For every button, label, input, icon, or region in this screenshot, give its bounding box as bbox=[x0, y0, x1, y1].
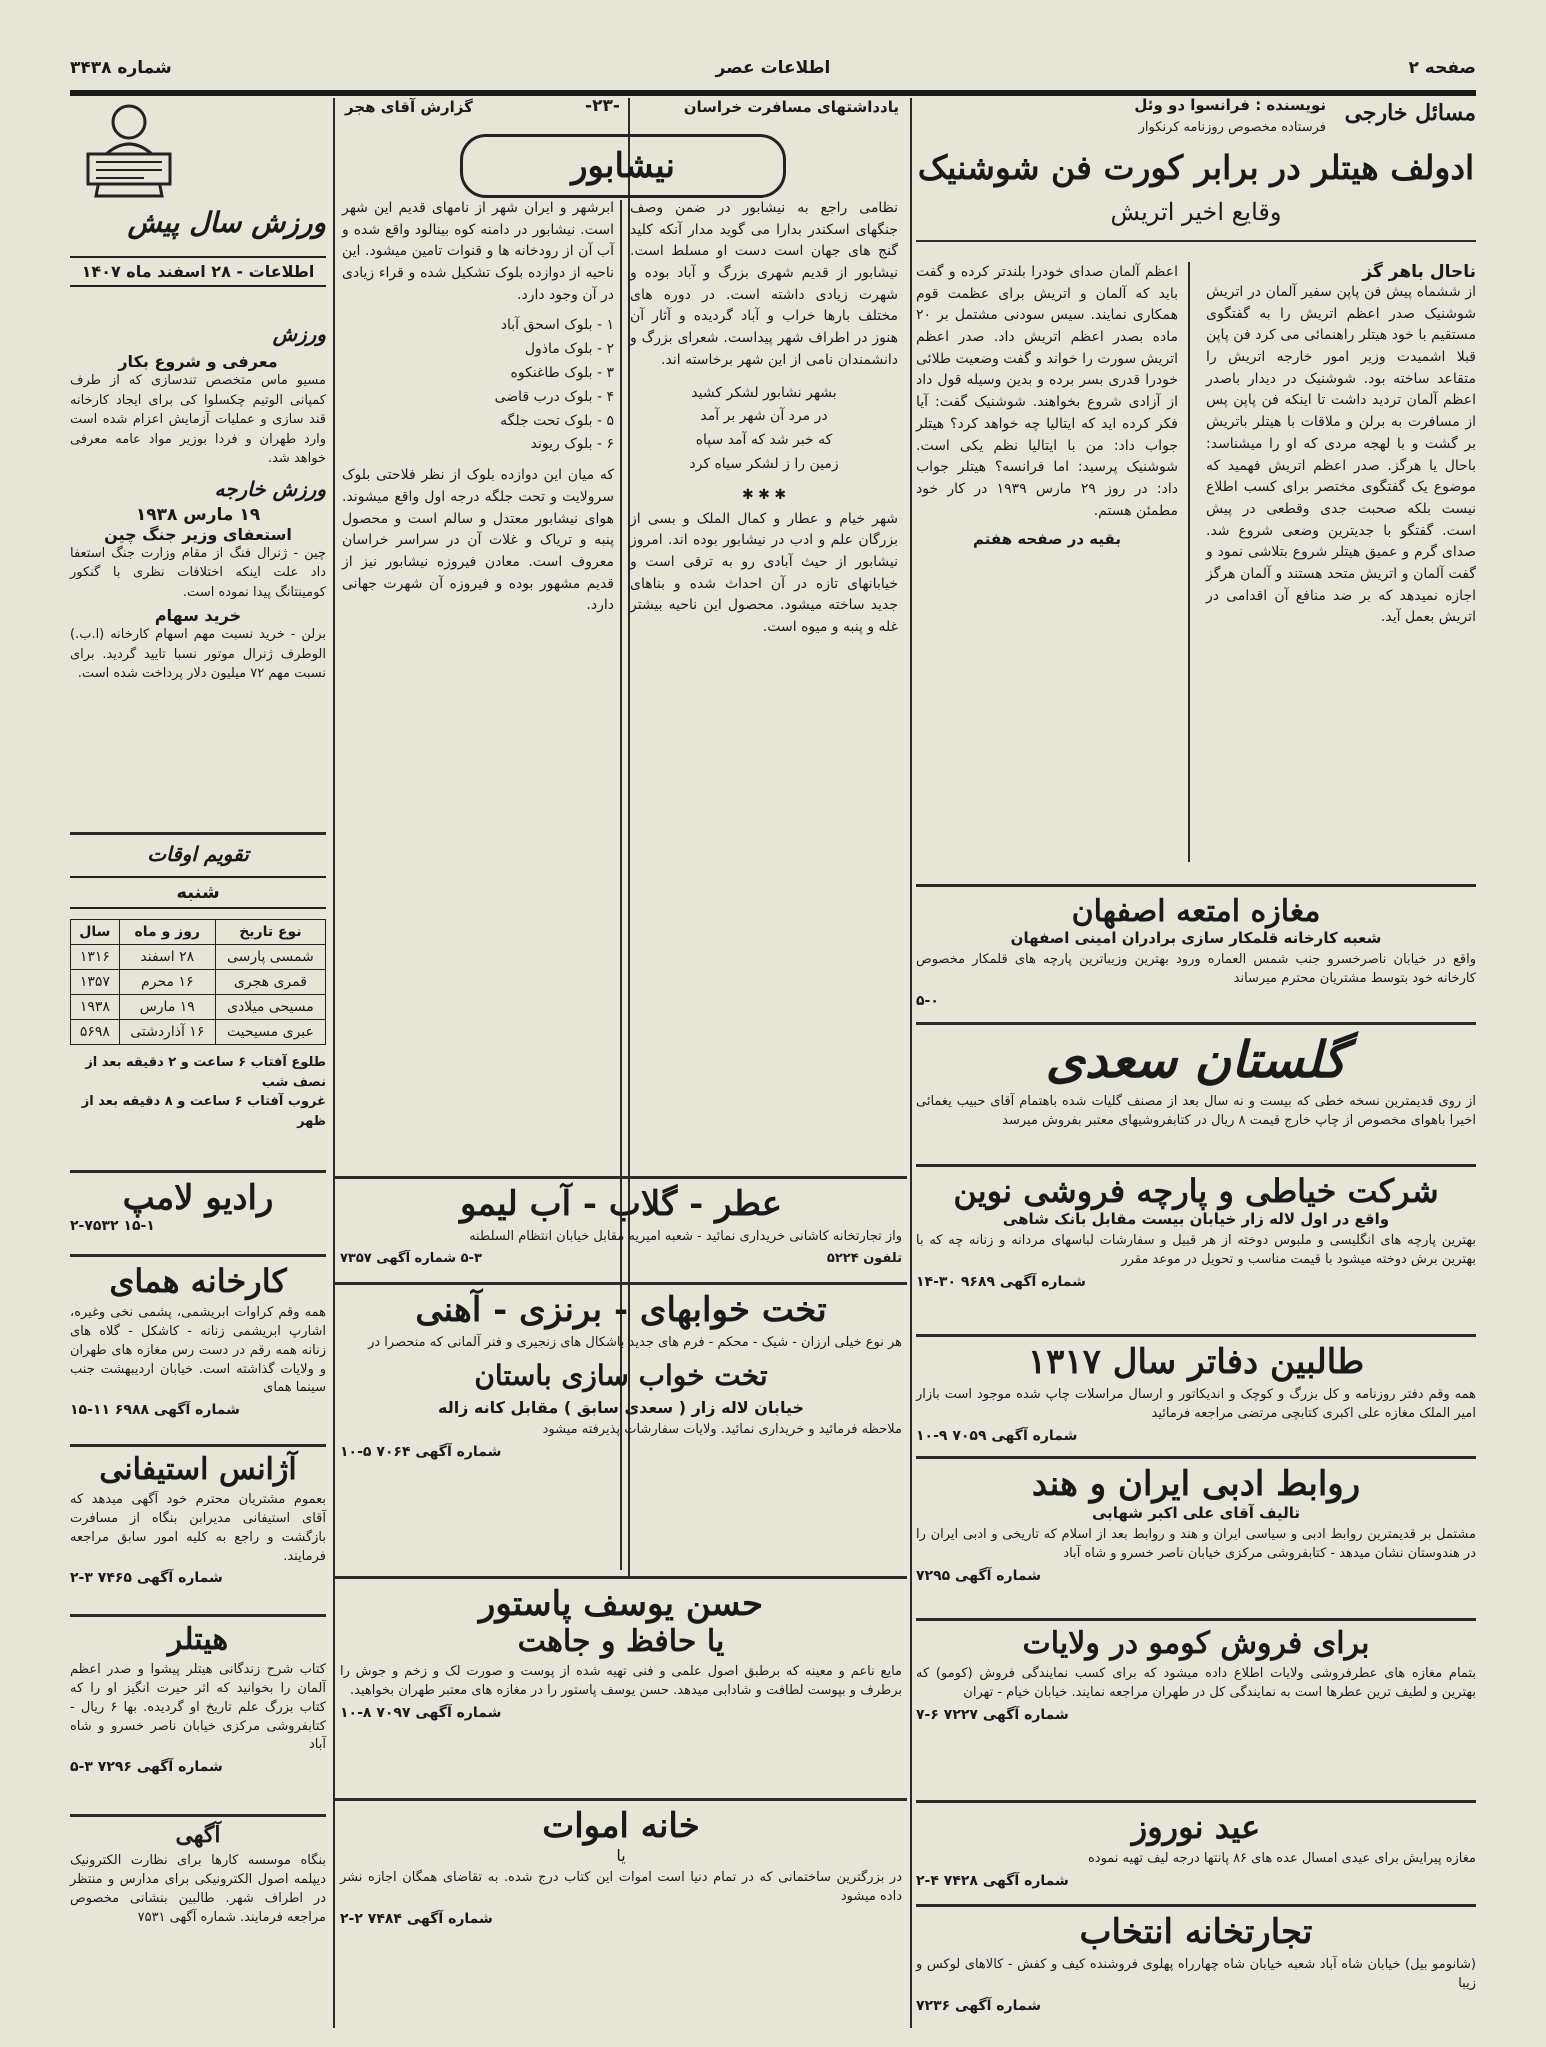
divider bbox=[70, 1814, 326, 1817]
list-item: ۲ - بلوک ماذول bbox=[524, 341, 614, 358]
ad-text: بتمام مغازه های عطرفروشی ولایات اطلاع داده میشود که برای کسب نمایندگی فروش (کومو) که بهترین و لطیف ترین عطرها است به نمایندگی کل در طهران مراجعه نمایند. خیابان خیام - تهران bbox=[916, 1666, 1476, 1700]
divider bbox=[916, 884, 1476, 887]
reader-illustration-icon bbox=[74, 96, 184, 200]
table-cell: قمری هجری bbox=[215, 970, 325, 995]
divider bbox=[1188, 262, 1190, 862]
ad-title: تجارتخانه انتخاب bbox=[1079, 1912, 1313, 1952]
ad-isfahan bbox=[916, 894, 1476, 1018]
subheadline: وقایع اخیر اتریش bbox=[1110, 198, 1282, 226]
table-header: نوع تاریخ bbox=[215, 920, 325, 945]
ad-nums: ۷-۶ شماره آگهی ۷۲۲۷ bbox=[916, 1706, 1069, 1723]
poem-line: زمین را ز لشکر سیاه کرد bbox=[689, 455, 839, 472]
ad-title: آژانس استیفانی bbox=[99, 1452, 297, 1487]
ad-title: شرکت خیاطی و پارچه فروشی نوین bbox=[953, 1172, 1439, 1210]
article-text: ابرشهر و ایران شهر از نامهای قدیم این شهر است. نیشابور در دامنه کوه بینالود واقع شده و آب آن از رودخانه ها و قنوات تامین میشود. این ناحیه از دوازده بلوک تشکیل شده و قراء زیادی در آن وجود دارد. bbox=[342, 200, 614, 303]
ad-nums: ۱۵-۱۱ شماره آگهی ۶۹۸۸ bbox=[70, 1402, 240, 1419]
ad-title: هیتلر bbox=[167, 1622, 229, 1657]
divider bbox=[70, 832, 326, 835]
ad-nowruz bbox=[916, 1808, 1476, 1900]
divider bbox=[333, 98, 335, 2028]
neyshabur-title: نیشابور bbox=[571, 146, 675, 186]
ad-radio bbox=[70, 1178, 326, 1250]
ad-title: خانه اموات bbox=[542, 1806, 700, 1846]
ad-note: ملاحظه فرمائید و خریداری نمائید. ولایات سفارشات پذیرفته میشود bbox=[542, 1421, 902, 1437]
news-heading: استعفای وزیر جنگ چین bbox=[104, 524, 292, 544]
news-text: مسیو ماس متخصص تندسازی که از طرف کمپانی الوتیم چکسلوا کی برای ایجاد کارخانه قند سازی و عملیات آزمایش اعزام شده است وارد طهران و فردا بوزیر مواد عامه معرفی خواهد شد. bbox=[70, 373, 326, 466]
page-number: صفحه ۲ bbox=[1408, 58, 1476, 78]
ad-text: واقع در خیابان ناصرخسرو جنب شمس العماره ورود بهترین وزیباترین پارچه های قلمکار مخصوص کارخانه خود بتوسط مشتریان محترم میرساند bbox=[916, 952, 1476, 986]
news-heading: خرید سهام bbox=[154, 606, 242, 625]
ad-tailoring bbox=[916, 1172, 1476, 1330]
sunrise: طلوع آفتاب ۶ ساعت و ۲ دقیقه بعد از نصف شب bbox=[85, 1055, 326, 1090]
list-item: ۵ - بلوک تحت جلگه bbox=[500, 412, 614, 429]
divider bbox=[335, 1576, 907, 1579]
table-cell: ۵۶۹۸ bbox=[71, 1020, 120, 1045]
ad-text: واز تجارتخانه کاشانی خریداری نمائید - شعبه امیریه مقابل خیابان انتظام السلطنه bbox=[469, 1229, 902, 1244]
ad-author: تالیف آقای علی اکبر شهابی bbox=[1091, 1504, 1301, 1522]
ad-title: عطر - گلاب - آب لیمو bbox=[459, 1184, 783, 1224]
divider bbox=[916, 1456, 1476, 1459]
separator-stars: ✱ ✱ ✱ bbox=[741, 486, 787, 503]
ad-nums: ۲-۳ شماره آگهی ۷۴۶۵ bbox=[70, 1570, 223, 1587]
ad-relations bbox=[916, 1464, 1476, 1614]
ad-title: تخت خوابهای - برنزی - آهنی bbox=[415, 1290, 827, 1330]
table-cell: ۱۶ محرم bbox=[119, 970, 215, 995]
ad-sub: تخت خواب سازی باستان bbox=[474, 1358, 768, 1392]
news-text: برلن - خرید نسبت مهم اسهام کارخانه (ا.ب.) الوطرف ژنرال موتور نسبا تایید گردید. برای نسبت مهم ۷۲ میلیون دلار پرداخت شده است. bbox=[70, 627, 326, 681]
calendar-logo: تقویم اوقات bbox=[147, 842, 249, 866]
ad-nums: ۱۰-۵ شماره آگهی ۷۰۶۴ bbox=[340, 1443, 502, 1460]
ad-title: آگهی bbox=[175, 1822, 221, 1848]
ad-addr: خیابان لاله زار ( سعدی سابق ) مقابل کانه زاله bbox=[437, 1397, 805, 1417]
ad-homay bbox=[70, 1262, 326, 1440]
table-cell: ۱۶ آذاردشتی bbox=[119, 1020, 215, 1045]
table-cell: مسیحی میلادی bbox=[215, 995, 325, 1020]
neyshabur-col-a bbox=[630, 198, 898, 639]
news-date: ۱۹ مارس ۱۹۳۸ bbox=[135, 504, 261, 525]
ad-nums: ۱۰-۹ شماره آگهی ۷۰۵۹ bbox=[916, 1427, 1078, 1444]
calendar-table bbox=[70, 919, 326, 1045]
ad-title: گلستان سعدی bbox=[1045, 1030, 1347, 1089]
ad-text: مشتمل بر قدیمترین روابط ادبی و سیاسی ایران و هند و روابط بعد از اسلام که تاریخی و ادبی ایران را در هندوستان نشان میدهد - کتابفروشی مرکزی خیابان ناصر خسرو و شاه آباد bbox=[916, 1527, 1476, 1561]
ad-text: در بزرگترین ساختمانی که در تمام دنیا است اموات این کتاب درج شده. به تقاضای همگان اجازه نشر داده میشود bbox=[340, 1870, 902, 1904]
table-row bbox=[71, 945, 326, 970]
ad-title: عید نوروز bbox=[1131, 1808, 1261, 1846]
series-label: یادداشتهای مسافرت خراسان bbox=[683, 98, 899, 116]
ad-title: حسن یوسف پاستور bbox=[478, 1584, 764, 1624]
list-item: ۴ - بلوک درب قاضی bbox=[494, 388, 614, 405]
ad-text: مغازه پیرایش برای عیدی امسال عده های ۸۶ پانتها درجه لیف تهیه نموده bbox=[1087, 1851, 1476, 1866]
news-heading: معرفی و شروع بکار bbox=[118, 352, 278, 371]
list-item: ۳ - بلوک طاغنکوه bbox=[510, 365, 614, 382]
author-label: نویسنده : فرانسوا دو وئل bbox=[1134, 96, 1326, 114]
ad-text: هر نوع خیلی ارزان - شیک - محکم - فرم های جدید باشکال های زنجیری و فنر آلمانی که منحصرا در bbox=[368, 1335, 902, 1350]
section-logo: مسائل خارجی bbox=[1344, 100, 1476, 126]
divider bbox=[335, 1798, 907, 1801]
divider bbox=[335, 1282, 907, 1285]
ad-pasteur bbox=[340, 1584, 902, 1794]
neyshabur-col-b bbox=[342, 198, 614, 617]
article-col-1 bbox=[1206, 262, 1476, 629]
table-cell: ۱۳۵۷ bbox=[71, 970, 120, 995]
sports-masthead bbox=[70, 96, 326, 308]
news-text: چین - ژنرال فنگ از مقام وزارت جنگ استعفا داد علت اینکه اختلافات نظری با گنکور کومینتانگ پیدا نموده است. bbox=[70, 545, 326, 600]
table-row bbox=[71, 1020, 326, 1045]
ad-text: از روی قدیمترین نسخه خطی که بیست و نه سال بعد از مصنف گلیات شده باهتمام آقای حبیب یغمائی اخیرا باهوای مخصوص از چاپ خارج قیمت ۸ ریال در کتابفروشیهای معتبر بفروش میرسد bbox=[916, 1094, 1476, 1128]
section-label: ورزش خارجه bbox=[214, 476, 326, 501]
issue-number: شماره ۳۴۳۸ bbox=[70, 58, 172, 78]
ad-agency bbox=[70, 1452, 326, 1610]
ad-footer bbox=[340, 1251, 902, 1266]
ad-nums: ۵-۳ شماره آگهی ۷۳۵۷ bbox=[340, 1250, 482, 1266]
ad-diary bbox=[916, 1342, 1476, 1452]
poem-line: در مرد آن شهر بر آمد bbox=[700, 408, 828, 425]
ad-nums: ۲-۲ شماره آگهی ۷۴۸۴ bbox=[340, 1910, 493, 1927]
article-number: -۲۳- bbox=[585, 96, 620, 116]
ad-sub: واقع در اول لاله زار خیابان بیست مقابل بانک شاهی bbox=[1002, 1210, 1390, 1228]
divider bbox=[916, 1334, 1476, 1337]
ad-text: کتاب شرح زندگانی هیتلر پیشوا و صدر اعظم آلمان را بخوانید که اثر حیرت انگیز او را که کتاب بزرگ علم تاریخ او گردیده. بها ۶ ریال - کتابفروشی مرکزی خیابان ناصر خسرو و شاه آباد bbox=[70, 1662, 326, 1753]
ad-nums: ۱۴-۳۰ شماره آگهی ۹۶۸۹ bbox=[916, 1273, 1086, 1290]
ad-text: بعموم مشتریان محترم خود آگهی میدهد که آقای استیفانی مدیرابن بنگاه از مسافرت بازگشت و راجع به کلیه امور سابق مراجعه فرمایند. bbox=[70, 1492, 326, 1564]
ad-nums: ۵-۳ شماره آگهی ۷۲۹۶ bbox=[70, 1759, 223, 1776]
ad-nums: شماره آگهی ۷۲۳۶ bbox=[916, 1997, 1042, 2014]
ad-notice bbox=[70, 1822, 326, 2028]
table-row bbox=[71, 995, 326, 1020]
ad-sub: شعبه کارخانه قلمکار سازی برادران امینی اصفهان bbox=[1010, 929, 1382, 947]
table-cell: ۱۳۱۶ bbox=[71, 945, 120, 970]
neyshabur-header bbox=[335, 92, 907, 128]
table-header: سال bbox=[71, 920, 120, 945]
ad-title: مغازه امتعه اصفهان bbox=[1071, 894, 1321, 929]
ad-nums: ۲-۴ شماره آگهی ۷۴۲۸ bbox=[916, 1872, 1069, 1889]
ad-nums: ۱۰-۸ شماره آگهی ۷۰۹۷ bbox=[340, 1704, 502, 1721]
author-sub: فرستاده مخصوص روزنامه کرنکوار bbox=[1138, 120, 1326, 135]
ad-text: همه وقم کراوات ابریشمی، پشمی نخی وغیره، اشارپ ابریشمی زنانه - کاشکل - گلاه های زنانه همه رقم در دست رس مغازه های طهران و ولایات گذاشته است. خیابان اردیبهشت جنب سینما همای bbox=[70, 1305, 326, 1396]
district-list bbox=[342, 314, 614, 457]
sunset: غروب آفتاب ۶ ساعت و ۸ دقیقه بعد از ظهر bbox=[81, 1094, 326, 1129]
divider bbox=[916, 1022, 1476, 1025]
divider bbox=[910, 98, 912, 2028]
divider bbox=[70, 1254, 326, 1257]
article-col-2 bbox=[916, 262, 1178, 548]
table-cell: عبری مسیحیت bbox=[215, 1020, 325, 1045]
ad-cosmo bbox=[916, 1626, 1476, 1796]
ad-text: همه وقم دفتر روزنامه و کل بزرگ و کوچک و اندیکاتور و ارسال مراسلات چاپ شده موجود است بازار امیر الملک مغازه علی اکبری کتابچی مرتضی مراجعه فرمائید bbox=[916, 1387, 1476, 1421]
ad-nums: شماره آگهی ۷۲۹۵ bbox=[916, 1567, 1042, 1584]
ad-tel: تلفون ۵۲۲۴ bbox=[826, 1250, 902, 1266]
divider bbox=[916, 1800, 1476, 1803]
table-cell: ۱۹ مارس bbox=[119, 995, 215, 1020]
article-text: نظامی راجع به نیشابور در ضمن وصف جنگهای اسکندر بدارا می گوید مدار آنکه کلید گنج های جهان است دست او مسلط است. نیشابور از قدیم شهری بزرگ و آباد بوده و شهرت زیادی داشته است. در دوره های مختلف بارها خراب و آباد گردیده و آثار آن هنوز در اطراف شهر پیداست. شعرای بزرگ و دانشمندان نامی از این شهر برخاسته اند. bbox=[630, 200, 898, 368]
list-item: ۶ - بلوک ریوند bbox=[530, 436, 614, 453]
article-col-text: اعظم آلمان صدای خودرا بلندتر کرده و گفت باید که آلمان و اتریش برای عظمت قوم همکاری نمایند. سیس سودنی مشتمل بر ۲۰ ماده بصدر اعظم اتریش داد. صدر اعظم اتریش سورت را خواند و گفت وضعیت طلائی خودرا قدری بسر برده و بدین وسیله قول داد از آزادی شروع بخواهند. شوشنیک گفت: آیا فکر کرده اید که ایتالیا چه خواهد کرد؟ هیتلر جواب داد: من با ایتالیا نظم یکی است. شوشنیک پرسید: اما فرانسه؟ هیتلر جواب داد: در روز ۲۹ مارس ۱۹۳۹ در کار خود مطمئن هستم. bbox=[916, 264, 1178, 519]
ad-title: رادیو لامپ bbox=[122, 1178, 274, 1218]
continued-note: بقیه در صفحه هفتم bbox=[973, 530, 1121, 549]
ad-nums: ۲-۷۵۳۲ ۱۵-۱ bbox=[70, 1218, 155, 1234]
divider bbox=[335, 1176, 907, 1179]
divider bbox=[916, 1618, 1476, 1621]
ad-entekhab bbox=[916, 1912, 1476, 2030]
article-col-heading: ناحال باهر گز bbox=[1362, 262, 1476, 282]
divider bbox=[70, 1614, 326, 1617]
page-header bbox=[70, 52, 1476, 96]
poem bbox=[630, 382, 898, 477]
table-cell: ۱۹۳۸ bbox=[71, 995, 120, 1020]
ad-text: (شانومو بیل) خیابان شاه آباد شعبه خیابان شاه چهارراه پهلوی فروشنده کیف و کفش - کالاهای لوکس و زیبا bbox=[916, 1957, 1476, 1991]
ad-text: بنگاه موسسه کارها برای نظارت الکترونیک دیپلمه اصول الکترونیکی برای مدارس و منتظر در اطراف شهر. طالبین بنشانی مخصوص مراجعه فرمایند. شماره آگهی ۷۵۳۱ bbox=[70, 1853, 326, 1925]
reporter: گزارش آقای هجر bbox=[345, 98, 473, 116]
ad-beds bbox=[340, 1290, 902, 1570]
left-news bbox=[70, 322, 326, 684]
ya-connector: یا bbox=[616, 1846, 626, 1865]
table-header: روز و ماه bbox=[119, 920, 215, 945]
ad-title: کارخانه همای bbox=[109, 1262, 287, 1300]
divider bbox=[916, 1164, 1476, 1167]
ad-mourning bbox=[340, 1806, 902, 2026]
divider bbox=[916, 240, 1476, 242]
ad-title: طالبین دفاتر سال ۱۳۱۷ bbox=[1027, 1342, 1365, 1382]
table-header-row bbox=[71, 920, 326, 945]
section-label: ورزش bbox=[272, 322, 326, 346]
ad-golestan bbox=[916, 1030, 1476, 1160]
calendar-day: شنبه bbox=[70, 876, 326, 909]
ad-text: مایع ناعم و معینه که برطبق اصول علمی و فنی تهیه شده از پوست و صورت لک و زخم و جوش را برطرف و بپوست لطافت و شادابی میدهد. حسن یوسف پاستور را در مغازه های معتبر طهران بخواهید. bbox=[340, 1664, 902, 1698]
headline: ادولف هیتلر در برابر کورت فن شوشنیک bbox=[917, 148, 1475, 187]
poem-line: بشهر نشابور لشکر کشید bbox=[691, 384, 837, 401]
ad-title: برای فروش کومو در ولایات bbox=[1022, 1626, 1370, 1661]
ad-nums: ۵-۰ bbox=[916, 992, 939, 1009]
ad-perfume bbox=[340, 1184, 902, 1276]
calendar-box bbox=[70, 842, 326, 1131]
neyshabur-title-box bbox=[460, 134, 786, 198]
list-item: ۱ - بلوک اسحق آباد bbox=[500, 317, 614, 334]
ad-title: روابط ادبی ایران و هند bbox=[1031, 1464, 1361, 1504]
article-col-text: از ششماه پیش فن پاپن سفیر آلمان در اتریش شوشنیک صدر اعظم اتریش را به گفتگوی مستقیم با خود هیتلر راهنمائی می کرد فن پاپن قبلا اشمیدت وزیر امور خارجه اتریش را متقاعد ساخته بود. شوشنیک در دیدار باصدر اعظم آلمان تردید داشت تا اینکه فن پاپن پس از مسافرت به برلن و ملاقات با هیتلر باتریش بر گشت و با لهجه مردی که او را میشناسد: باحال یا هرگز. صدر اعظم اتریش فهمید که موضوع یک گفتگوی مختصر برای کسب اطلاع نیست بلکه صحبت جدی وقطعی در پیش است. گفتگو با جدیترین وضعی شروع شد. صدای گرم و عمیق هیتلر شروع بتلاشی نمود و گفت آلمان و اتریش متحد هستند و آلمان هرگز اجازه نمیدهد که بر ضد منافع آن اقدامی در اتریش بعمل آید. bbox=[1206, 284, 1476, 626]
table-cell: ۲۸ اسفند bbox=[119, 945, 215, 970]
sports-title: ورزش سال پیش bbox=[127, 206, 326, 239]
table-row bbox=[71, 970, 326, 995]
divider bbox=[70, 1170, 326, 1173]
divider bbox=[70, 1444, 326, 1447]
foreign-news-header bbox=[916, 96, 1476, 144]
article-text: شهر خیام و عطار و کمال الملک و بسی از بزرگان علم و ادب در نیشابور بوده اند. امروز نیشابور از حیث آبادی رو به ترقی است و خیابانهای تازه در آن احداث شده و بناهای جدید ساخته میشود. محصول این ناحیه بیشتر غله و پنبه و میوه است. bbox=[630, 510, 898, 636]
date-label: اطلاعات - ۲۸ اسفند ماه ۱۴۰۷ bbox=[70, 256, 326, 287]
article-text: که میان این دوازده بلوک از نظر فلاحتی بلوک سرولایت و تحت جلگه درجه اول واقع میشوند. هوای نیشابور معتدل و سالم است و محصول پنبه و تریاک و غلات آن در سراسر خراسان معروف است. معادن فیروزه نیشابور نیز از قدیم مشهور بوده و فیروزه آن شهرت جهانی دارد. bbox=[342, 467, 614, 614]
poem-line: که خبر شد که آمد سپاه bbox=[695, 432, 833, 449]
ad-title-2: یا حافظ و جاهت bbox=[517, 1624, 725, 1659]
newspaper-name: اطلاعات عصر bbox=[715, 58, 831, 78]
ad-text: بهترین پارچه های انگلیسی و ملبوس دوخته از هر قبیل و سفارشات لباسهای مردانه و زنانه چه که با بهترین برش دوخته میشود با قیمت مناسب و تحویل در موعد مقرر bbox=[916, 1233, 1476, 1267]
ad-hitler-book bbox=[70, 1622, 326, 1810]
divider bbox=[916, 1904, 1476, 1907]
table-cell: شمسی پارسی bbox=[215, 945, 325, 970]
